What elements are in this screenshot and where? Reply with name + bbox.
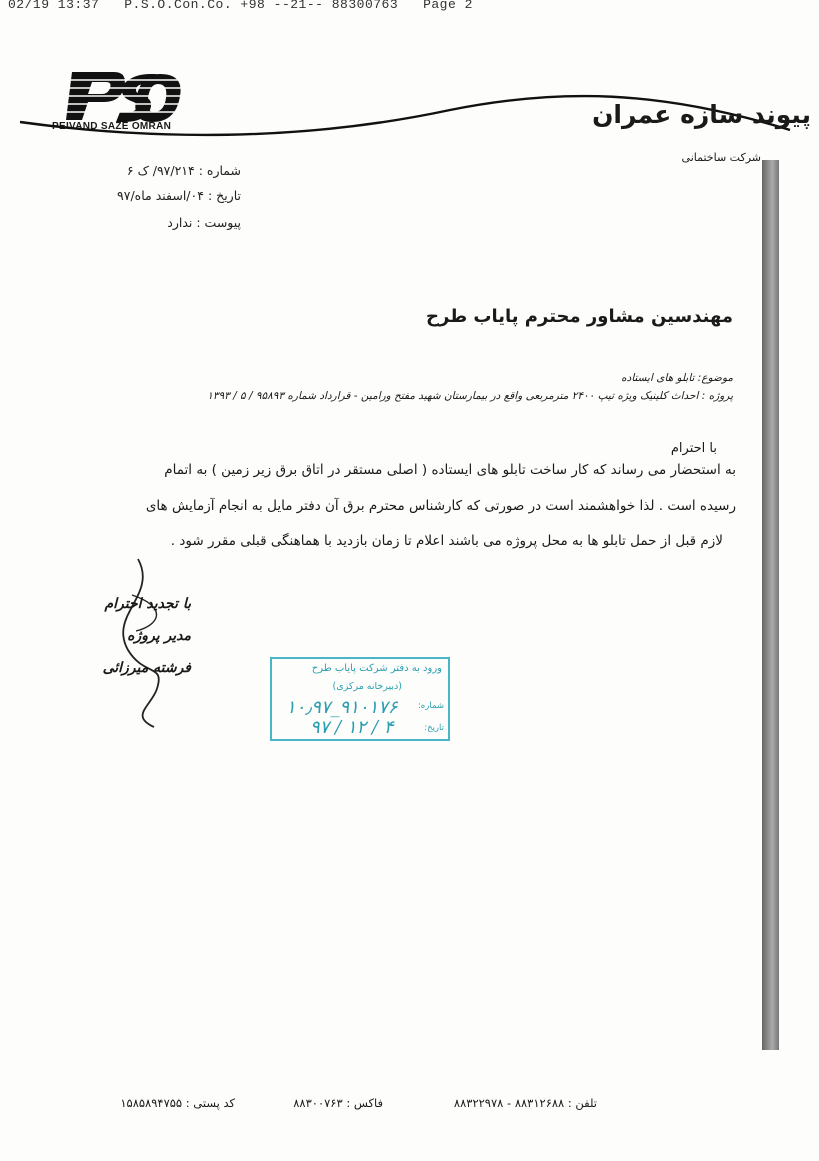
letter-number: شماره : ۹۷/۲۱۴/ ک ۶ [126, 163, 241, 178]
stamp-date-value: ۹۷ / ۱۲ / ۴ [310, 717, 394, 738]
company-subtitle: شرکت ساختمانی [681, 151, 761, 164]
stamp-date-label: تاریخ: [424, 723, 444, 733]
stamp-title: ورود به دفتر شرکت پایاب طرح [311, 663, 442, 674]
letter-attachment: پیوست : ندارد [167, 215, 241, 230]
footer-fax: فاکس : ۸۸۳۰۰۷۶۳ [293, 1096, 383, 1110]
body-line: لازم قبل از حمل تابلو ها به محل پروژه می باشند اعلام تا زمان بازدید با هماهنگی قبلی مقرر شود . [170, 533, 723, 549]
stamp-subtitle: (دبیرخانه مرکزی) [332, 681, 402, 692]
logo-caption: PEIVAND SAZE OMRAN [52, 121, 172, 132]
letter-date: تاریخ : ۰۴/اسفند ماه/۹۷ [117, 188, 241, 203]
footer-postal-code: کد پستی : ۱۵۸۵۸۹۴۷۵۵ [120, 1096, 235, 1110]
fax-transmission-header: 02/19 13:37 P.S.O.Con.Co. +98 --21-- 88300763 Page 2 [8, 0, 473, 12]
scan-edge-bar [762, 160, 779, 1050]
recipient: مهندسین مشاور محترم پایاب طرح [426, 306, 733, 327]
salutation: با احترام [670, 441, 717, 456]
received-stamp [270, 657, 450, 741]
stamp-number-label: شماره: [417, 701, 444, 711]
stamp-number-value: ۱۰٫۹۷_۹۱۰۱۷۶ [286, 697, 398, 718]
body-line: رسیده است . لذا خواهشمند است در صورتی که کارشناس محترم برق آن دفتر مایل به انجام آزمایش های [145, 498, 736, 514]
closing-title: مدیر پروژه [127, 628, 191, 644]
subject-line: موضوع: تابلو های ایستاده [621, 372, 733, 384]
closing-regards: با تجدید احترام [104, 596, 191, 612]
project-line: پروژه : احداث کلینیک ویژه تیپ ۲۴۰۰ مترمربعی واقع در بیمارستان شهید مفتح ورامین - قرارداد شماره ۹۵۸۹۳ / ۵ / ۱۳۹۳ [207, 390, 733, 402]
body-line: به استحضار می رساند که کار ساخت تابلو های ایستاده ( اصلی مستقر در اتاق برق زیر زمین ) به اتمام [164, 462, 736, 478]
footer-phone: تلفن : ۸۸۳۱۲۶۸۸ - ۸۸۳۲۲۹۷۸ [453, 1096, 597, 1110]
company-name-fa: پیوند سازه عمران [592, 100, 811, 129]
closing-name: فرشته میرزائی [102, 660, 191, 676]
